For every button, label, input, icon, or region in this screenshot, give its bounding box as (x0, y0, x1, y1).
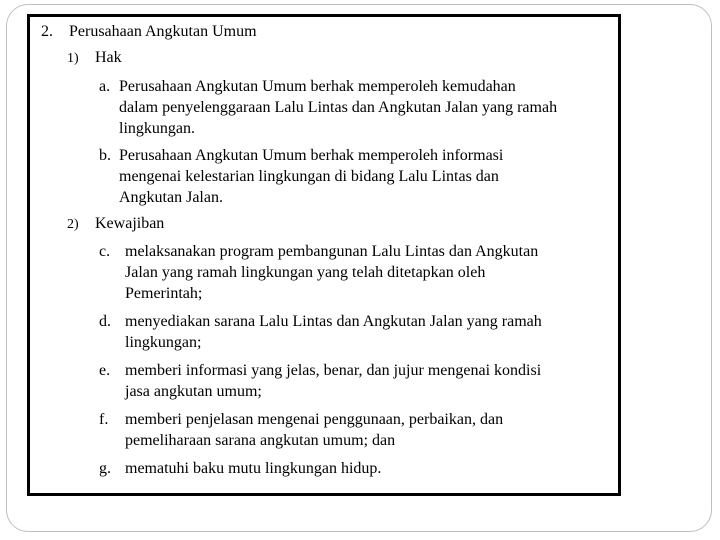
subsection-title-hak: Hak (95, 49, 122, 66)
list-item-line: melaksanakan program pembangunan Lalu Lintas dan Angkutan (125, 243, 539, 260)
item-letter: a. (99, 78, 111, 95)
item-letter: g. (99, 460, 111, 477)
list-item-line: mematuhi baku mutu lingkungan hidup. (125, 460, 382, 477)
item-letter: e. (99, 362, 111, 379)
list-item-line: dalam penyelenggaraan Lalu Lintas dan Angkutan Jalan yang ramah (119, 99, 558, 116)
list-item-line: Perusahaan Angkutan Umum berhak memperoleh informasi (119, 147, 504, 164)
item-letter: b. (99, 147, 111, 164)
list-item-line: menyediakan sarana Lalu Lintas dan Angkutan Jalan yang ramah (125, 313, 542, 330)
list-item-line: Jalan yang ramah lingkungan yang telah ditetapkan oleh (125, 264, 486, 281)
list-item-line: jasa angkutan umum; (125, 383, 262, 400)
subsection-number: 2) (67, 217, 79, 232)
item-letter: c. (99, 243, 111, 260)
list-item-line: lingkungan; (125, 334, 202, 351)
subsection-number: 1) (67, 51, 79, 66)
list-item-line: lingkungan. (119, 120, 195, 137)
item-letter: f. (99, 411, 109, 428)
section-title: Perusahaan Angkutan Umum (69, 23, 257, 40)
list-item-line: memberi informasi yang jelas, benar, dan jujur mengenai kondisi (125, 362, 542, 379)
list-item-line: mengenai kelestarian lingkungan di bidang Lalu Lintas dan (119, 168, 499, 185)
subsection-title-kewajiban: Kewajiban (95, 215, 165, 232)
item-letter: d. (99, 313, 111, 330)
list-item-line: Angkutan Jalan. (119, 189, 223, 206)
list-item-line: pemeliharaan sarana angkutan umum; dan (125, 432, 396, 449)
list-item-line: Pemerintah; (125, 285, 203, 302)
list-item-line: memberi penjelasan mengenai penggunaan, perbaikan, dan (125, 411, 504, 428)
section-number: 2. (41, 23, 53, 40)
list-item-line: Perusahaan Angkutan Umum berhak memperoleh kemudahan (119, 78, 516, 95)
